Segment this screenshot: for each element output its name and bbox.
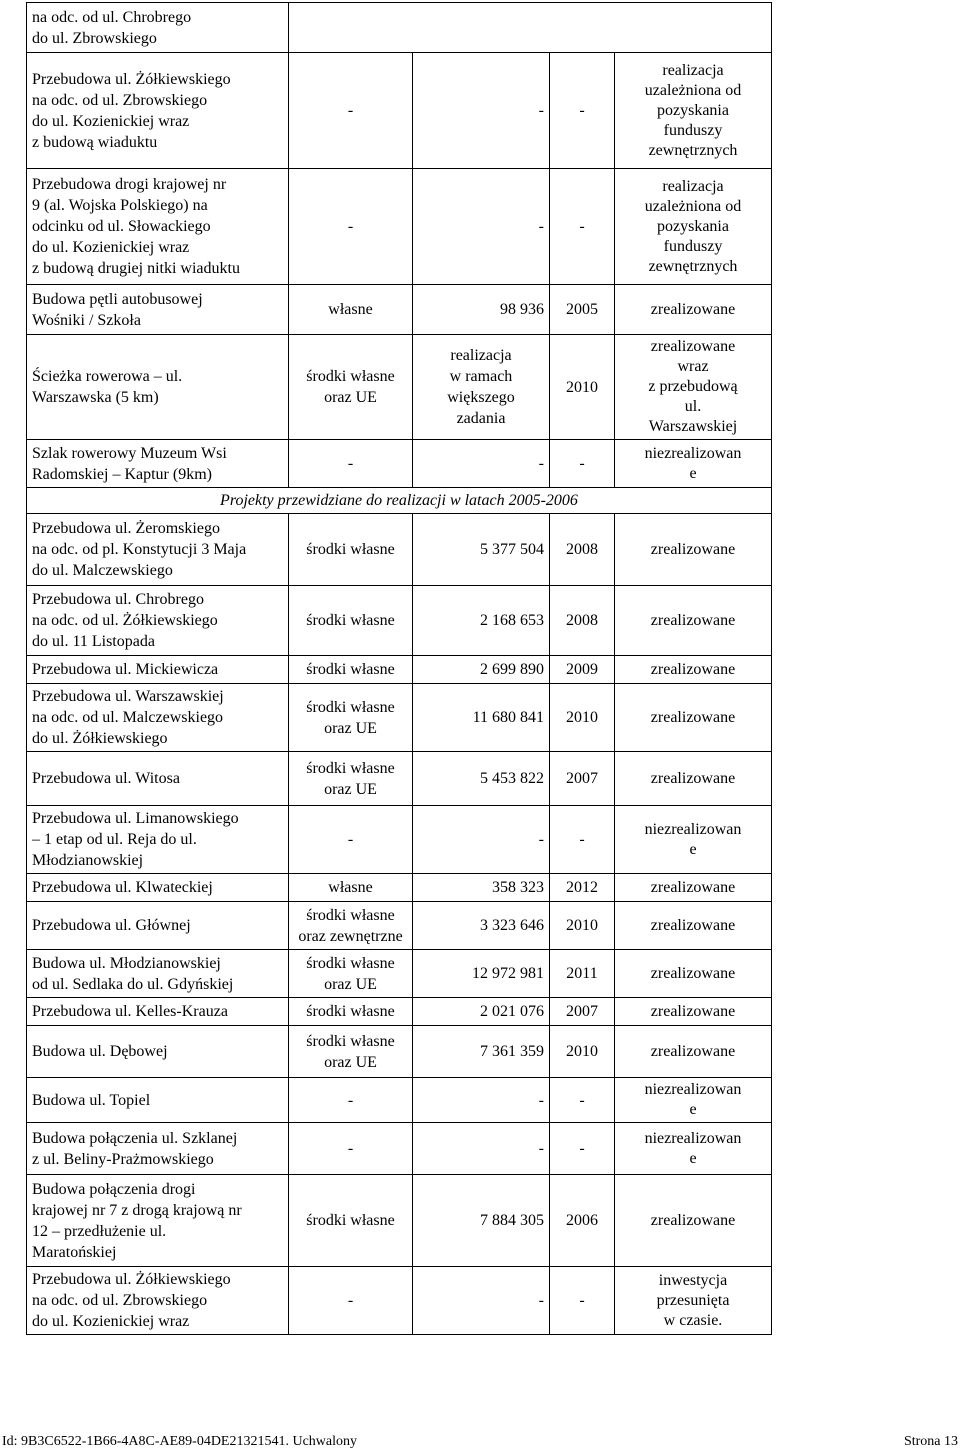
page-number: Strona 13 [903,1434,958,1449]
status-value: zrealizowane [615,586,772,656]
funding-source: - [289,169,413,285]
table-row [27,335,772,440]
task-name: Szlak rowerowy Muzeum Wsi Radomskiej – Kaptur (9km) [27,440,289,488]
table-row [27,1267,772,1335]
document-id: Id: 9B3C6522-1B66-4A8C-AE89-04DE21321541. Uchwalony [2,1434,358,1449]
cost-value: - [413,440,550,488]
table-row [27,684,772,752]
status-value: realizacja uzależniona od pozyskania funduszy zewnętrznych [615,169,772,285]
year-value: - [550,53,615,169]
funding-source: - [289,806,413,874]
year-value: - [550,169,615,285]
task-name: Przebudowa ul. Żółkiewskiego na odc. od ul. Zbrowskiego do ul. Kozienickiej wraz [27,1267,289,1335]
year-value: 2007 [550,752,615,806]
status-value: niezrealizowan e [615,1078,772,1123]
task-name: Przebudowa ul. Warszawskiej na odc. od ul. Malczewskiego do ul. Żółkiewskiego [27,684,289,752]
cost-value: - [413,169,550,285]
investments-table [26,2,772,1335]
funding-source: - [289,53,413,169]
task-name: Budowa ul. Dębowej [27,1026,289,1078]
task-name: Przebudowa ul. Żeromskiego na odc. od pl. Konstytucji 3 Maja do ul. Malczewskiego [27,514,289,586]
funding-source: - [289,440,413,488]
funding-source: środki własne [289,998,413,1026]
year-value: 2009 [550,656,615,684]
section-title: Projekty przewidziane do realizacji w latach 2005-2006 [27,488,772,514]
task-name: Budowa ul. Młodzianowskiej od ul. Sedlaka do ul. Gdyńskiej [27,950,289,998]
cost-value: 358 323 [413,874,550,902]
task-name: Przebudowa ul. Klwateckiej [27,874,289,902]
table-row [27,53,772,169]
year-value: 2010 [550,902,615,950]
cost-value: 12 972 981 [413,950,550,998]
task-name: Przebudowa ul. Kelles-Krauza [27,998,289,1026]
page-footer [0,1432,960,1452]
table-row [27,1026,772,1078]
table-row [27,806,772,874]
year-value: 2010 [550,684,615,752]
table-row [27,1123,772,1175]
task-name: Przebudowa ul. Limanowskiego – 1 etap od ul. Reja do ul. Młodzianowskiej [27,806,289,874]
status-value: zrealizowane [615,684,772,752]
status-value: niezrealizowan e [615,1123,772,1175]
status-value: niezrealizowan e [615,440,772,488]
table-row [27,514,772,586]
task-name: Budowa połączenia ul. Szklanej z ul. Beliny-Prażmowskiego [27,1123,289,1175]
table-row [27,874,772,902]
funding-source: środki własne oraz zewnętrzne [289,902,413,950]
cost-value: 11 680 841 [413,684,550,752]
table-body-a [27,3,772,488]
table-row [27,950,772,998]
section-header-row [27,488,772,514]
table-body-b [27,514,772,1335]
funding-source: środki własne oraz UE [289,1026,413,1078]
table-row [27,902,772,950]
cost-value: 7 361 359 [413,1026,550,1078]
task-name: na odc. od ul. Chrobrego do ul. Zbrowskiego [27,3,289,53]
task-name: Budowa połączenia drogi krajowej nr 7 z drogą krajową nr 12 – przedłużenie ul. Maratońskiej [27,1175,289,1267]
empty-cell [289,3,772,53]
funding-source: środki własne [289,514,413,586]
funding-source: środki własne [289,1175,413,1267]
year-value: - [550,440,615,488]
task-name: Przebudowa ul. Głównej [27,902,289,950]
cost-value: 2 699 890 [413,656,550,684]
cost-value: - [413,806,550,874]
cost-value: - [413,1267,550,1335]
year-value: 2006 [550,1175,615,1267]
status-value: zrealizowane [615,285,772,335]
table-row [27,440,772,488]
year-value: - [550,1267,615,1335]
status-value: zrealizowane [615,950,772,998]
section-header-body [27,488,772,514]
table-row [27,656,772,684]
funding-source: - [289,1267,413,1335]
funding-source: własne [289,874,413,902]
status-value: zrealizowane [615,514,772,586]
cost-value: 2 168 653 [413,586,550,656]
task-name: Ścieżka rowerowa – ul. Warszawska (5 km) [27,335,289,440]
task-name: Przebudowa ul. Witosa [27,752,289,806]
table-row [27,752,772,806]
table-row [27,1175,772,1267]
status-value: niezrealizowan e [615,806,772,874]
task-name: Przebudowa ul. Mickiewicza [27,656,289,684]
table-row [27,169,772,285]
cost-value: realizacja w ramach większego zadania [413,335,550,440]
status-value: zrealizowane [615,656,772,684]
year-value: 2008 [550,586,615,656]
table-row [27,1078,772,1123]
status-value: zrealizowane [615,998,772,1026]
status-value: zrealizowane [615,874,772,902]
funding-source: środki własne [289,586,413,656]
year-value: 2010 [550,1026,615,1078]
cost-value: 5 453 822 [413,752,550,806]
task-name: Przebudowa ul. Chrobrego na odc. od ul. Żółkiewskiego do ul. 11 Listopada [27,586,289,656]
year-value: 2007 [550,998,615,1026]
status-value: zrealizowane wraz z przebudową ul. Warszawskiej [615,335,772,440]
year-value: - [550,806,615,874]
year-value: 2008 [550,514,615,586]
cost-value: - [413,53,550,169]
funding-source: środki własne [289,656,413,684]
year-value: 2005 [550,285,615,335]
cost-value: - [413,1078,550,1123]
cost-value: - [413,1123,550,1175]
status-value: inwestycja przesunięta w czasie. [615,1267,772,1335]
cost-value: 3 323 646 [413,902,550,950]
funding-source: własne [289,285,413,335]
funding-source: - [289,1123,413,1175]
table-row [27,586,772,656]
year-value: - [550,1123,615,1175]
year-value: - [550,1078,615,1123]
status-value: realizacja uzależniona od pozyskania funduszy zewnętrznych [615,53,772,169]
task-name: Budowa ul. Topiel [27,1078,289,1123]
table-row [27,285,772,335]
status-value: zrealizowane [615,752,772,806]
year-value: 2011 [550,950,615,998]
cost-value: 7 884 305 [413,1175,550,1267]
cost-value: 98 936 [413,285,550,335]
funding-source: środki własne oraz UE [289,684,413,752]
status-value: zrealizowane [615,902,772,950]
cost-value: 5 377 504 [413,514,550,586]
status-value: zrealizowane [615,1175,772,1267]
funding-source: środki własne oraz UE [289,752,413,806]
year-value: 2012 [550,874,615,902]
funding-source: - [289,1078,413,1123]
task-name: Budowa pętli autobusowej Wośniki / Szkoła [27,285,289,335]
task-name: Przebudowa drogi krajowej nr 9 (al. Wojska Polskiego) na odcinku od ul. Słowackiego do ul. Kozienickiej wraz z budową drugiej nitki wiaduktu [27,169,289,285]
funding-source: środki własne oraz UE [289,950,413,998]
cost-value: 2 021 076 [413,998,550,1026]
funding-source: środki własne oraz UE [289,335,413,440]
task-name: Przebudowa ul. Żółkiewskiego na odc. od ul. Zbrowskiego do ul. Kozienickiej wraz z budową wiaduktu [27,53,289,169]
year-value: 2010 [550,335,615,440]
table-row [27,998,772,1026]
status-value: zrealizowane [615,1026,772,1078]
table-row [27,3,772,53]
